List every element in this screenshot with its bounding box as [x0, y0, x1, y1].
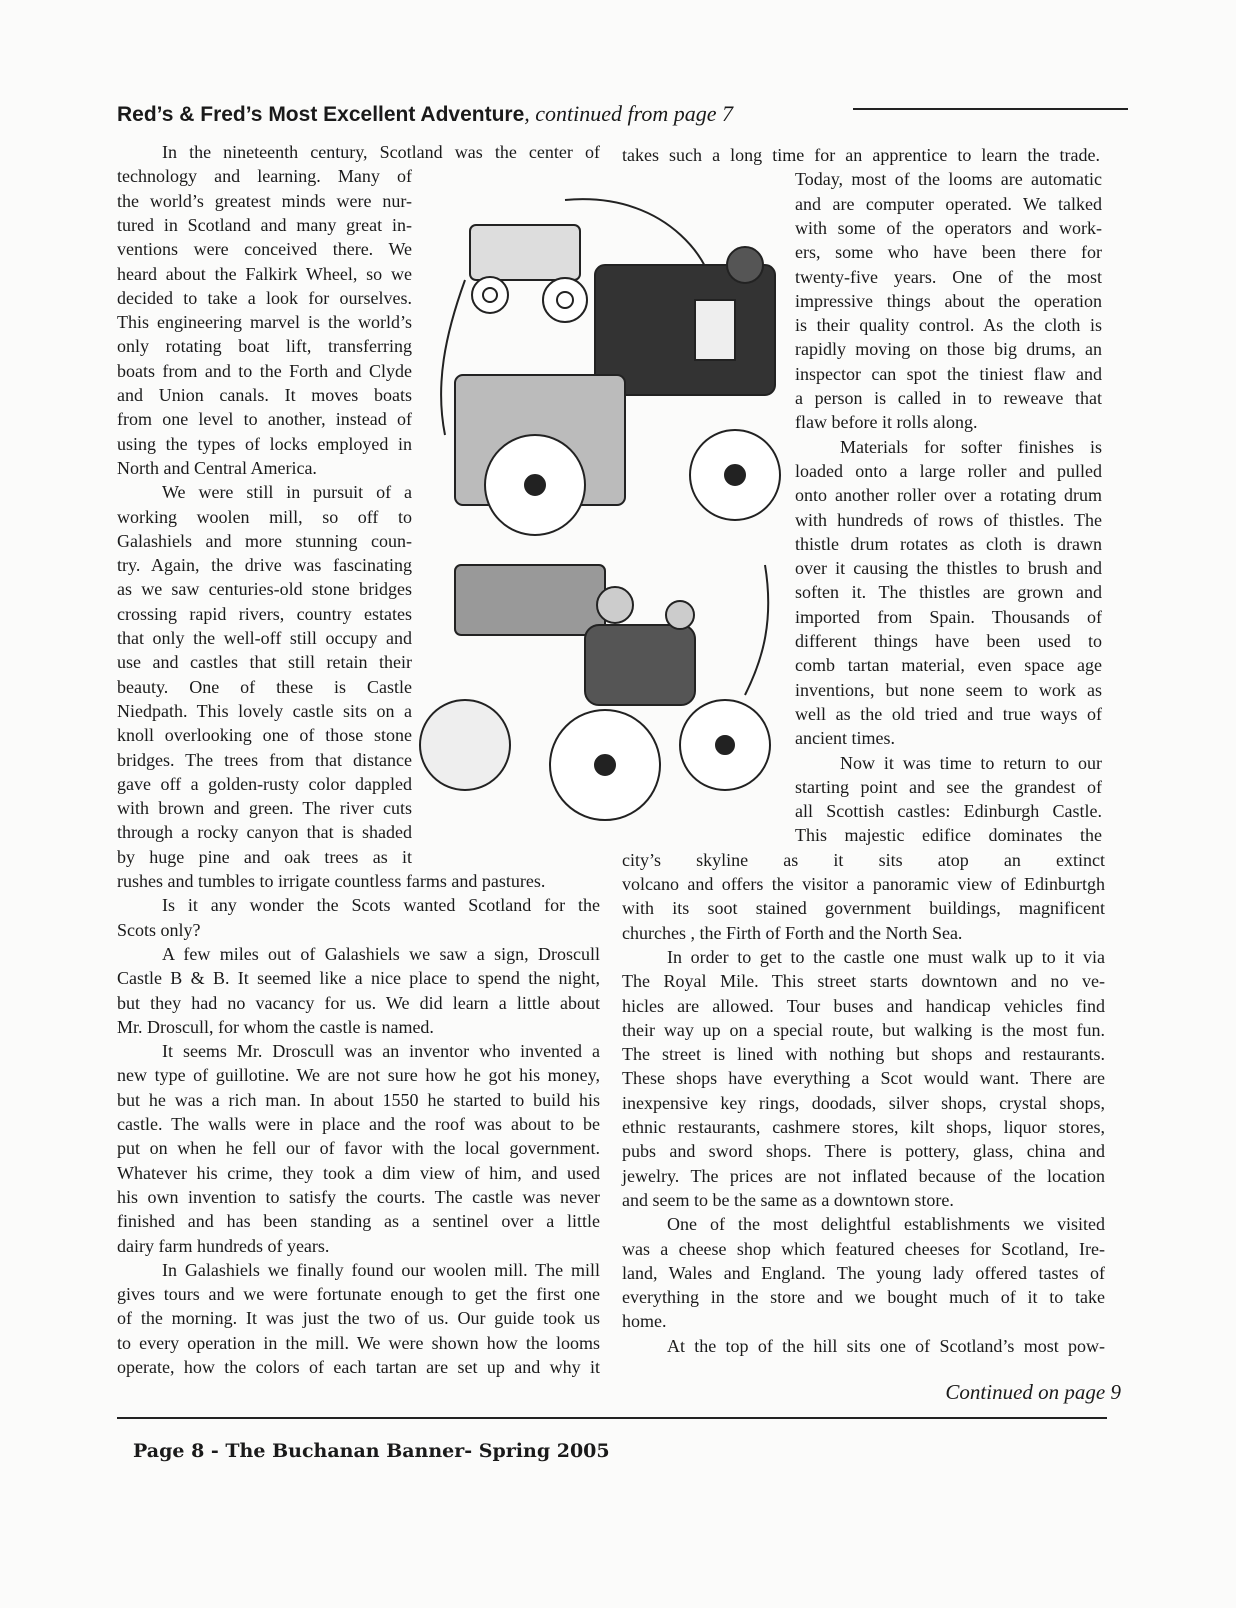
text-line: boats from and to the Forth and Clyde — [117, 360, 412, 381]
text-line: inventions, but none seem to work as — [795, 679, 1102, 700]
text-line: beauty. One of these is Castle — [117, 676, 412, 697]
article-title-main: Red’s & Fred’s Most Excellent Adventure — [117, 103, 525, 126]
text-line: twenty-five years. One of the most — [795, 266, 1102, 287]
text-line: city’s skyline as it sits atop an extinct — [622, 849, 1105, 870]
text-line: all Scottish castles: Edinburgh Castle. — [795, 801, 1102, 822]
text-line: use and castles that still retain their — [117, 652, 412, 673]
text-line: rushes and tumbles to irrigate countless farms and pastures. — [117, 871, 546, 891]
text-line: flaw before it rolls along. — [795, 412, 978, 433]
text-line: with its soot stained government buildings, magnificent — [622, 898, 1105, 919]
article-title — [117, 101, 733, 127]
text-line: These shops have everything a Scot would want. There are — [622, 1068, 1105, 1089]
text-line: thistle drum rotates as cloth is drawn — [795, 533, 1102, 554]
text-line: Galashiels and more stunning coun- — [117, 530, 412, 551]
text-line: volcano and offers the visitor a panoramic view of Edinburtgh — [622, 874, 1105, 894]
text-line: In the nineteenth century, Scotland was the center of — [162, 142, 600, 162]
text-line: bridges. The trees from that distance — [117, 749, 412, 770]
text-line: Now it was time to return to our — [840, 752, 1102, 773]
text-line: This majestic edifice dominates the — [795, 825, 1102, 846]
text-line: This engineering marvel is the world’s — [117, 312, 412, 333]
text-line: comb tartan material, even space age — [795, 655, 1102, 676]
text-line: land, Wales and England. The young lady offered tastes of — [622, 1262, 1105, 1283]
text-line: but he was a rich man. In about 1550 he started to build his — [117, 1089, 600, 1110]
text-line: In order to get to the castle one must walk up to it via — [667, 946, 1105, 967]
text-line: castle. The walls were in place and the roof was about to be — [117, 1114, 600, 1134]
text-line: hicles are allowed. Tour buses and handicap vehicles find — [622, 995, 1105, 1016]
page-footer: Page 8 - The Buchanan Banner- Spring 2005 — [133, 1440, 610, 1462]
text-line: different things have been used to — [795, 631, 1102, 651]
text-line: It seems Mr. Droscull was an inventor who invented a — [162, 1041, 600, 1062]
text-line: Materials for softer finishes is — [840, 436, 1102, 457]
text-line: gave off a golden-rusty color dappled — [117, 773, 412, 794]
text-line: with some of the operators and work- — [795, 217, 1102, 238]
text-line: crossing rapid rivers, country estates — [117, 603, 412, 624]
text-line: operate, how the colors of each tartan are set up and why it — [117, 1357, 600, 1377]
text-line: Is it any wonder the Scots wanted Scotland for the — [162, 895, 600, 916]
text-line: takes such a long time for an apprentice to learn the trade. — [622, 145, 1100, 165]
text-line: and Union canals. It moves boats — [117, 385, 412, 405]
text-line: home. — [622, 1311, 667, 1332]
text-line: impressive things about the operation — [795, 290, 1102, 311]
text-line: with brown and green. The river cuts — [117, 798, 412, 819]
car-top — [470, 225, 587, 322]
text-line: working woolen mill, so off to — [117, 506, 412, 527]
text-line: At the top of the hill sits one of Scotland’s most pow- — [667, 1335, 1105, 1356]
text-line: In Galashiels we finally found our woolen mill. The mill — [162, 1259, 600, 1280]
text-line: and are computer operated. We talked — [795, 193, 1102, 214]
vintage-cars-illustration — [415, 185, 790, 870]
text-line: decided to take a look for ourselves. — [117, 287, 412, 308]
text-line: well as the old tried and true ways of — [795, 703, 1102, 724]
text-line: try. Again, the drive was fascinating — [117, 555, 412, 576]
text-line: the world’s greatest minds were nur- — [117, 190, 412, 211]
open-car — [420, 565, 770, 820]
text-line: tured in Scotland and many great in- — [117, 214, 412, 235]
text-line: The street is lined with nothing but shops and restaurants. — [622, 1044, 1105, 1065]
text-line: heard about the Falkirk Wheel, so we — [117, 263, 412, 284]
text-line: through a rocky canyon that is shaded — [117, 822, 412, 843]
text-line: only rotating boat lift, transferring — [117, 336, 412, 357]
text-line: dairy farm hundreds of years. — [117, 1235, 330, 1256]
text-line: but they had no vacancy for us. We did learn a little about — [117, 992, 600, 1013]
bottom-rule — [117, 1417, 1107, 1419]
text-line: Niedpath. This lovely castle sits on a — [117, 700, 412, 721]
text-line: Today, most of the looms are automatic — [795, 169, 1102, 190]
text-line: One of the most delightful establishments we visited — [667, 1214, 1105, 1235]
text-line: jewelry. The prices are not inflated because of the location — [622, 1165, 1105, 1186]
text-line: onto another roller over a rotating drum — [795, 485, 1102, 506]
text-line: new type of guillotine. We are not sure how he got his money, — [117, 1065, 600, 1086]
continued-on-note: Continued on page 9 — [945, 1380, 1121, 1404]
text-line: North and Central America. — [117, 457, 317, 478]
text-line: using the types of locks employed in — [117, 433, 412, 454]
text-line: imported from Spain. Thousands of — [795, 606, 1102, 627]
text-line: technology and learning. Many of — [117, 166, 412, 187]
text-line: Castle B & B. It seemed like a nice place to spend the night, — [117, 968, 600, 989]
text-line: inspector can spot the tiniest flaw and — [795, 363, 1102, 384]
text-line: everything in the store and we bought much of it to take — [622, 1287, 1105, 1308]
text-line: We were still in pursuit of a — [162, 482, 412, 503]
text-line: knoll overlooking one of those stone — [117, 725, 412, 746]
text-line: ethnic restaurants, cashmere stores, kilt shops, liquor stores, — [622, 1117, 1105, 1137]
text-line: to every operation in the mill. We were shown how the looms — [117, 1332, 600, 1353]
text-line: put on when he fell our of favor with the local government. — [117, 1138, 600, 1159]
text-line: was a cheese shop which featured cheeses for Scotland, Ire- — [622, 1238, 1105, 1259]
text-line: Scots only? — [117, 919, 201, 940]
text-line: is their quality control. As the cloth is — [795, 315, 1102, 336]
text-line: pubs and sword shops. There is pottery, glass, china and — [622, 1141, 1105, 1162]
text-line: rapidly moving on those big drums, an — [795, 339, 1102, 360]
text-line: ers, some who have been there for — [795, 242, 1102, 263]
text-line: loaded onto a large roller and pulled — [795, 460, 1102, 481]
text-line: their way up on a special route, but walking is the most fun. — [622, 1019, 1105, 1040]
text-line: from one level to another, instead of — [117, 409, 412, 430]
text-line: churches , the Firth of Forth and the North Sea. — [622, 922, 963, 943]
article-continued-from: , continued from page 7 — [524, 101, 734, 126]
text-line: his own invention to satisfy the courts. The castle was never — [117, 1186, 600, 1207]
text-line: a person is called in to reweave that — [795, 388, 1102, 408]
text-line: and seem to be the same as a downtown store. — [622, 1189, 954, 1210]
text-line: Mr. Droscull, for whom the castle is named. — [117, 1016, 434, 1037]
text-line: that only the well-off still occupy and — [117, 628, 412, 648]
text-line: Whatever his crime, they took a dim view of him, and used — [117, 1162, 600, 1183]
text-line: of the morning. It was just the two of us. Our guide took us — [117, 1308, 600, 1329]
text-line: inexpensive key rings, doodads, silver shops, crystal shops, — [622, 1092, 1105, 1113]
text-line: as we saw centuries-old stone bridges — [117, 579, 412, 600]
title-rule — [853, 108, 1128, 110]
text-line: by huge pine and oak trees as it — [117, 846, 412, 867]
text-line: over it causing the thistles to brush and — [795, 558, 1102, 579]
text-line: ancient times. — [795, 728, 895, 749]
text-line: A few miles out of Galashiels we saw a sign, Droscull — [162, 943, 600, 964]
text-line: gives tours and we were fortunate enough to get the first one — [117, 1284, 600, 1305]
text-line: ventions were conceived there. We — [117, 239, 412, 260]
text-line: finished and has been standing as a sentinel over a little — [117, 1211, 600, 1232]
text-line: starting point and see the grandest of — [795, 776, 1102, 797]
text-line: with hundreds of rows of thistles. The — [795, 509, 1102, 530]
text-line: soften it. The thistles are grown and — [795, 582, 1102, 603]
text-line: The Royal Mile. This street starts downtown and no ve- — [622, 971, 1105, 992]
